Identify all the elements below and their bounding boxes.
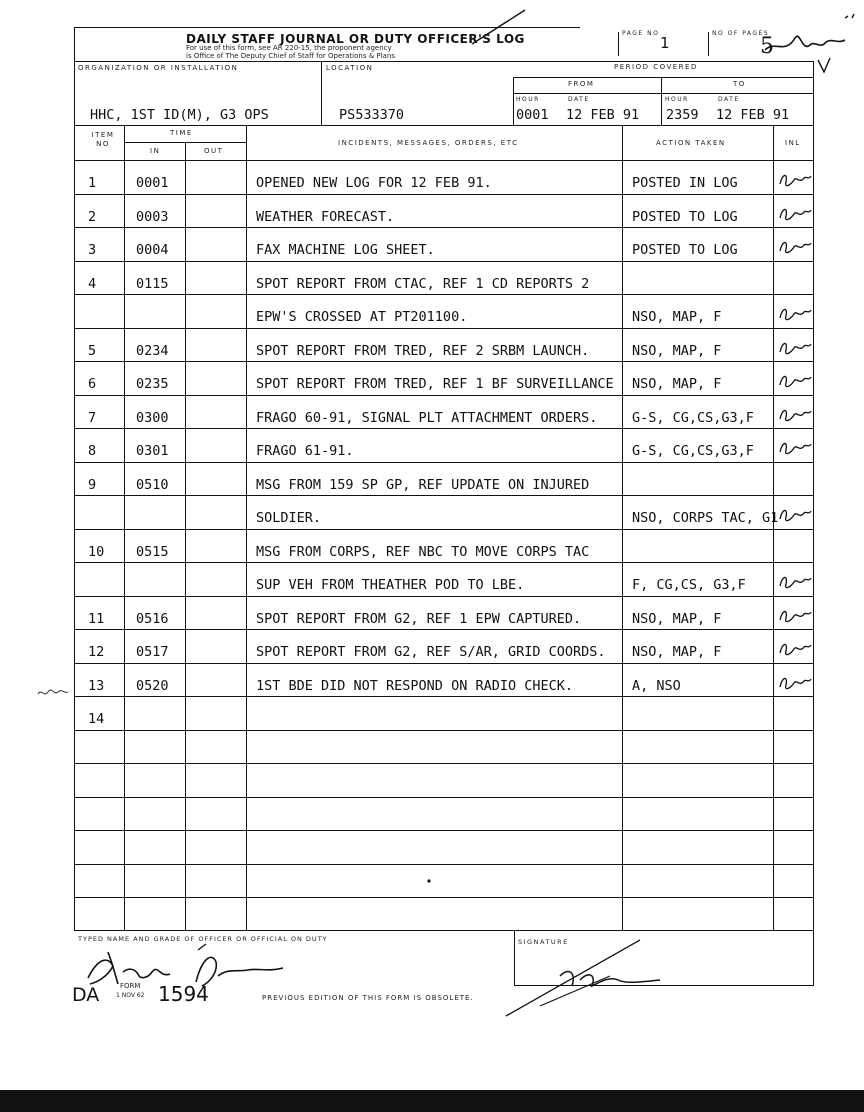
table-cell-action: NSO, MAP, F: [632, 343, 722, 359]
initials-mark: [776, 168, 814, 192]
table-row-rule: [74, 562, 814, 563]
table-cell-in: 0301: [136, 443, 169, 459]
col-out-label: OUT: [204, 147, 224, 155]
center-dot: [426, 878, 432, 884]
table-row-rule: [74, 194, 814, 195]
table-column-rule: [124, 125, 125, 930]
period-covered-label: PERIOD COVERED: [614, 63, 698, 71]
table-cell-in: 0001: [136, 175, 169, 191]
table-cell-action: A, NSO: [632, 678, 681, 694]
col-inl-label: INL: [785, 139, 801, 147]
page-no-value: 1: [660, 34, 670, 52]
to-hour-value: 2359: [666, 107, 699, 123]
table-cell-action: POSTED TO LOG: [632, 242, 738, 258]
pen-stroke-top: [470, 6, 530, 46]
typed-name-label: TYPED NAME AND GRADE OF OFFICER OR OFFICIAL ON DUTY: [78, 935, 328, 943]
table-cell-incident: SPOT REPORT FROM G2, REF 1 EPW CAPTURED.: [256, 611, 582, 627]
table-cell-incident: FAX MACHINE LOG SHEET.: [256, 242, 435, 258]
table-row-rule: [74, 328, 814, 329]
form-id-da: DA: [72, 984, 100, 1006]
table-cell-in: 0004: [136, 242, 169, 258]
no-of-pages-value: 5: [760, 34, 774, 59]
handwritten-initials-top: [760, 10, 860, 80]
from-hour-label: HOUR: [516, 96, 540, 103]
table-column-rule: [622, 125, 623, 930]
initials-mark: [776, 604, 814, 628]
col-time-label: TIME: [170, 129, 193, 137]
table-cell-in: 0510: [136, 477, 169, 493]
table-cell-incident: SUP VEH FROM THEATHER POD TO LBE.: [256, 577, 525, 593]
location-label: LOCATION: [326, 64, 374, 72]
initials-mark: [776, 202, 814, 226]
table-cell-item: 10: [88, 544, 105, 560]
signature-label: SIGNATURE: [518, 938, 569, 946]
table-cell-action: POSTED TO LOG: [632, 209, 738, 225]
to-date-value: 12 FEB 91: [716, 107, 790, 123]
from-date-value: 12 FEB 91: [566, 107, 640, 123]
table-cell-item: 6: [88, 376, 97, 392]
table-cell-incident: SOLDIER.: [256, 510, 322, 526]
table-column-rule: [773, 125, 774, 930]
margin-scribble: [36, 682, 70, 702]
table-cell-item: 13: [88, 678, 105, 694]
table-row-rule: [74, 730, 814, 731]
from-date-label: DATE: [568, 96, 590, 103]
table-row-rule: [74, 294, 814, 295]
table-row-rule: [74, 696, 814, 697]
table-cell-item: 11: [88, 611, 105, 627]
table-row-rule: [74, 428, 814, 429]
scan-border: [0, 1090, 864, 1112]
from-hour-value: 0001: [516, 107, 549, 123]
table-cell-in: 0235: [136, 376, 169, 392]
table-row-rule: [74, 864, 814, 865]
table-cell-item: 5: [88, 343, 97, 359]
table-cell-incident: SPOT REPORT FROM CTAC, REF 1 CD REPORTS 2: [256, 276, 590, 292]
table-cell-item: 2: [88, 209, 97, 225]
initials-mark: [776, 336, 814, 360]
col-action-label: ACTION TAKEN: [656, 139, 726, 147]
table-cell-in: 0003: [136, 209, 169, 225]
location-value: PS533370: [339, 107, 405, 123]
table-row-rule: [74, 160, 814, 161]
initials-mark: [776, 302, 814, 326]
initials-mark: [776, 637, 814, 661]
table-row-rule: [74, 897, 814, 898]
table-row-rule: [74, 797, 814, 798]
table-row-rule: [74, 361, 814, 362]
table-cell-action: NSO, MAP, F: [632, 644, 722, 660]
previous-edition-note: PREVIOUS EDITION OF THIS FORM IS OBSOLETE.: [262, 994, 474, 1002]
form-title: DAILY STAFF JOURNAL OR DUTY OFFICER'S LOG: [186, 32, 525, 46]
table-cell-incident: EPW'S CROSSED AT PT201100.: [256, 309, 468, 325]
to-date-label: DATE: [718, 96, 740, 103]
to-hour-label: HOUR: [665, 96, 689, 103]
table-row-rule: [74, 830, 814, 831]
table-cell-in: 0520: [136, 678, 169, 694]
table-cell-incident: SPOT REPORT FROM G2, REF S/AR, GRID COORDS.: [256, 644, 606, 660]
form-id-number: 1594: [158, 982, 209, 1006]
table-cell-item: 9: [88, 477, 97, 493]
signature-handwritten: [500, 936, 700, 1026]
table-cell-incident: FRAGO 60-91, SIGNAL PLT ATTACHMENT ORDERS.: [256, 410, 598, 426]
table-cell-in: 0517: [136, 644, 169, 660]
table-cell-incident: MSG FROM 159 SP GP, REF UPDATE ON INJURED: [256, 477, 590, 493]
col-in-label: IN: [150, 147, 161, 155]
initials-mark: [776, 671, 814, 695]
table-row-rule: [74, 462, 814, 463]
table-cell-item: 8: [88, 443, 97, 459]
table-cell-incident: SPOT REPORT FROM TRED, REF 2 SRBM LAUNCH.: [256, 343, 590, 359]
initials-mark: [776, 403, 814, 427]
col-incidents-label: INCIDENTS, MESSAGES, ORDERS, ETC: [338, 139, 519, 147]
table-cell-action: G-S, CG,CS,G3,F: [632, 443, 754, 459]
org-value: HHC, 1ST ID(M), G3 OPS: [90, 107, 269, 123]
table-cell-in: 0234: [136, 343, 169, 359]
table-cell-incident: WEATHER FORECAST.: [256, 209, 395, 225]
table-row-rule: [74, 596, 814, 597]
table-cell-item: 7: [88, 410, 97, 426]
table-cell-item: 1: [88, 175, 97, 191]
table-cell-incident: 1ST BDE DID NOT RESPOND ON RADIO CHECK.: [256, 678, 573, 694]
table-row-rule: [74, 227, 814, 228]
initials-mark: [776, 503, 814, 527]
table-cell-in: 0115: [136, 276, 169, 292]
form-subtitle-1: For use of this form, see AR 220-15, the proponent agency: [186, 44, 392, 52]
table-cell-item: 14: [88, 711, 105, 727]
org-label: ORGANIZATION OR INSTALLATION: [78, 64, 239, 72]
table-row-rule: [74, 529, 814, 530]
initials-mark: [776, 436, 814, 460]
table-cell-item: 4: [88, 276, 97, 292]
table-cell-action: G-S, CG,CS,G3,F: [632, 410, 754, 426]
to-label: TO: [733, 80, 746, 88]
table-cell-item: 3: [88, 242, 97, 258]
table-row-rule: [74, 495, 814, 496]
table-row-rule: [74, 629, 814, 630]
form-id-date: 1 NOV 62: [116, 992, 145, 999]
from-label: FROM: [568, 80, 595, 88]
table-cell-action: POSTED IN LOG: [632, 175, 738, 191]
page-no-label: PAGE NO: [622, 30, 660, 37]
initials-mark: [776, 369, 814, 393]
table-cell-action: NSO, MAP, F: [632, 611, 722, 627]
table-cell-item: 12: [88, 644, 105, 660]
table-row-rule: [74, 763, 814, 764]
table-row-rule: [74, 663, 814, 664]
table-cell-action: F, CG,CS, G3,F: [632, 577, 746, 593]
initials-mark: [776, 235, 814, 259]
table-cell-action: NSO, MAP, F: [632, 309, 722, 325]
table-cell-in: 0516: [136, 611, 169, 627]
initials-mark: [776, 570, 814, 594]
col-item-label: ITEM NO: [91, 131, 115, 148]
table-cell-action: NSO, CORPS TAC, G1: [632, 510, 779, 526]
table-cell-in: 0515: [136, 544, 169, 560]
form-subtitle-2: is Office of The Deputy Chief of Staff for Operations & Plans: [186, 52, 395, 60]
table-cell-incident: SPOT REPORT FROM TRED, REF 1 BF SURVEILLANCE: [256, 376, 614, 392]
table-cell-incident: MSG FROM CORPS, REF NBC TO MOVE CORPS TAC: [256, 544, 590, 560]
table-row-rule: [74, 395, 814, 396]
table-cell-action: NSO, MAP, F: [632, 376, 722, 392]
no-of-pages-label: NO OF PAGES: [712, 30, 770, 37]
table-row-rule: [74, 261, 814, 262]
table-cell-in: 0300: [136, 410, 169, 426]
form-id-form: FORM: [120, 982, 141, 990]
table-cell-incident: FRAGO 61-91.: [256, 443, 354, 459]
table-column-rule: [246, 125, 247, 930]
table-cell-incident: OPENED NEW LOG FOR 12 FEB 91.: [256, 175, 492, 191]
